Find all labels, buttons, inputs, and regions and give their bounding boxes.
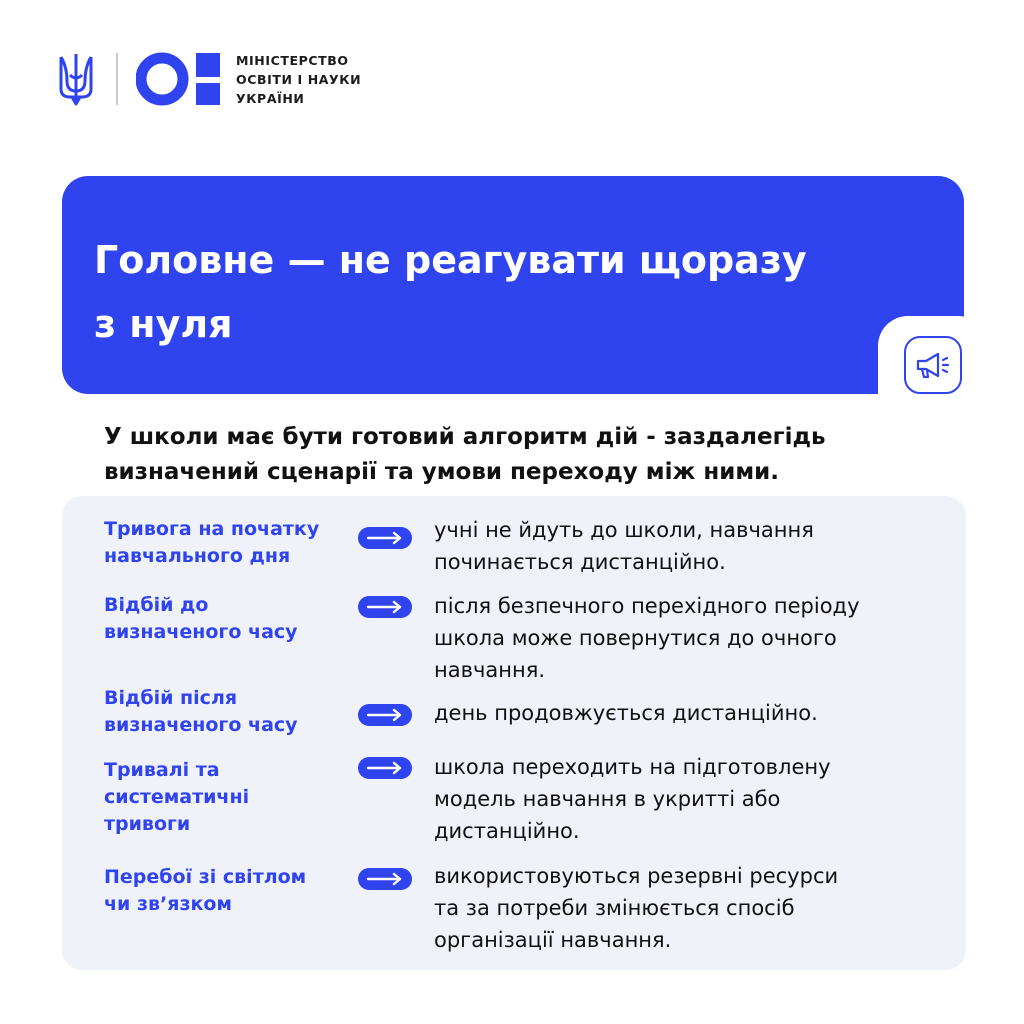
ministry-name-line: ОСВІТИ І НАУКИ	[236, 71, 362, 87]
scenario-condition	[104, 864, 354, 918]
result-line: день продовжується дистанційно.	[434, 701, 818, 725]
arrow-right-icon	[358, 757, 412, 779]
scenario-condition	[104, 757, 354, 838]
result-line: після безпечного перехідного періоду	[434, 594, 860, 618]
scenario-condition	[104, 685, 354, 739]
ministry-logo-icon	[136, 51, 224, 107]
condition-line: визначеного часу	[104, 714, 298, 736]
condition-line: Відбій до	[104, 594, 209, 616]
ministry-name-line: МІНІСТЕРСТВО	[236, 52, 349, 68]
ministry-name	[236, 51, 361, 108]
scenario-condition	[104, 592, 354, 646]
scenario-result	[434, 590, 934, 686]
result-line: починається дистанційно.	[434, 550, 726, 574]
condition-line: визначеного часу	[104, 621, 298, 643]
condition-line: Тривога на початку	[104, 518, 320, 540]
condition-line: Відбій після	[104, 687, 238, 709]
condition-line: систематичні	[104, 786, 250, 808]
condition-line: Перебої зі світлом	[104, 866, 307, 888]
intro-line: визначений сценарії та умови переходу між ними.	[104, 459, 780, 485]
arrow-right-icon	[358, 704, 412, 726]
intro-line: У школи має бути готовий алгоритм дій - заздалегідь	[104, 424, 826, 450]
ministry-name-line: УКРАЇНИ	[236, 90, 305, 106]
arrow-right-icon	[358, 596, 412, 618]
scenario-result	[434, 751, 934, 847]
result-line: учні не йдуть до школи, навчання	[434, 518, 814, 542]
scenario-result	[434, 514, 934, 578]
scenario-result	[434, 697, 934, 729]
result-line: використовуються резервні ресурси	[434, 864, 839, 888]
header-divider	[116, 53, 118, 105]
page-title-line: Головне — не реагувати щоразу	[94, 238, 807, 282]
condition-line: чи зв’язком	[104, 893, 232, 915]
arrow-right-icon	[358, 527, 412, 549]
condition-line: навчального дня	[104, 545, 291, 567]
page-title	[94, 228, 854, 356]
result-line: організації навчання.	[434, 928, 672, 952]
megaphone-icon	[904, 336, 962, 394]
condition-line: тривоги	[104, 813, 191, 835]
scenario-condition	[104, 516, 354, 570]
page-title-line: з нуля	[94, 302, 233, 346]
result-line: дистанційно.	[434, 819, 580, 843]
result-line: школа може повернутися до очного	[434, 626, 837, 650]
result-line: школа переходить на підготовлену	[434, 755, 831, 779]
scenario-result	[434, 860, 934, 956]
condition-line: Тривалі та	[104, 759, 220, 781]
intro-text	[104, 420, 944, 490]
trident-icon	[58, 51, 94, 107]
arrow-right-icon	[358, 868, 412, 890]
result-line: навчання.	[434, 658, 546, 682]
result-line: та за потреби змінюється спосіб	[434, 896, 795, 920]
ministry-header	[58, 50, 361, 108]
result-line: модель навчання в укритті або	[434, 787, 781, 811]
